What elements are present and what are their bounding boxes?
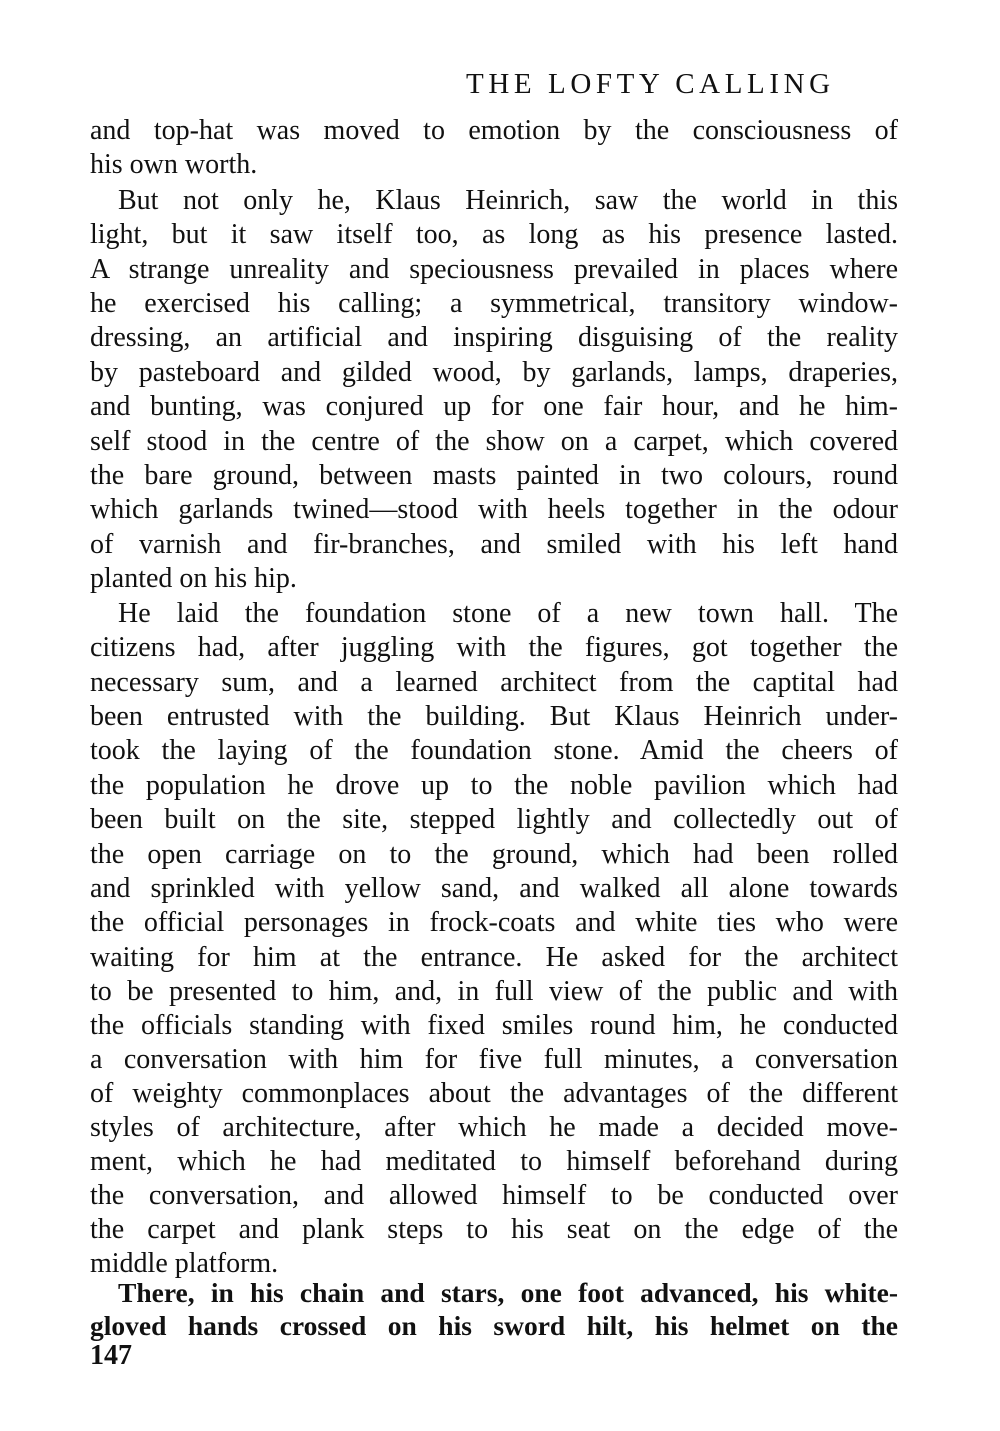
text-line: middle platform. xyxy=(90,1248,279,1279)
text-line: He laid the foundation stone of a new town hall. The xyxy=(118,598,898,629)
text-line: There, in his chain and stars, one foot advanced, his white- xyxy=(118,1277,898,1308)
text-line: which garlands twined—stood with heels together in the odour xyxy=(90,494,898,525)
text-line: to be presented to him, and, in full view of the public and with xyxy=(90,976,898,1007)
text-line: necessary sum, and a learned architect from the captital had xyxy=(90,667,898,698)
text-line: of varnish and fir-branches, and smiled with his left hand xyxy=(90,529,898,560)
text-line: dressing, an artificial and inspiring disguising of the reality xyxy=(90,322,898,353)
text-line: the conversation, and allowed himself to be conducted over xyxy=(90,1180,898,1211)
text-line: and top-hat was moved to emotion by the consciousness of xyxy=(90,115,898,146)
text-line: been entrusted with the building. But Klaus Heinrich under- xyxy=(90,701,898,732)
text-line: been built on the site, stepped lightly and collectedly out of xyxy=(90,804,898,835)
text-line: the official personages in frock-coats and white ties who were xyxy=(90,907,898,938)
page-number: 147 xyxy=(90,1340,132,1371)
text-line: planted on his hip. xyxy=(90,563,297,594)
text-line: light, but it saw itself too, as long as his presence lasted. xyxy=(90,219,898,250)
text-line: ment, which he had meditated to himself beforehand during xyxy=(90,1146,898,1177)
running-header: THE LOFTY CALLING xyxy=(466,68,835,100)
text-line: the open carriage on to the ground, which had been rolled xyxy=(90,839,898,870)
text-line: of weighty commonplaces about the advantages of the different xyxy=(90,1078,898,1109)
text-line: gloved hands crossed on his sword hilt, his helmet on the xyxy=(90,1310,898,1341)
text-line: the officials standing with fixed smiles round him, he conducted xyxy=(90,1010,898,1041)
text-line: he exercised his calling; a symmetrical, transitory window- xyxy=(90,288,898,319)
text-line: a conversation with him for five full minutes, a conversation xyxy=(90,1044,898,1075)
text-line: the carpet and plank steps to his seat on the edge of the xyxy=(90,1214,898,1245)
text-line: his own worth. xyxy=(90,149,258,180)
text-line: the population he drove up to the noble pavilion which had xyxy=(90,770,898,801)
text-line: and bunting, was conjured up for one fair hour, and he him- xyxy=(90,391,898,422)
text-line: But not only he, Klaus Heinrich, saw the world in this xyxy=(118,185,898,216)
text-line: the bare ground, between masts painted in two colours, round xyxy=(90,460,898,491)
text-line: citizens had, after juggling with the figures, got together the xyxy=(90,632,898,663)
text-line: and sprinkled with yellow sand, and walked all alone towards xyxy=(90,873,898,904)
text-line: A strange unreality and speciousness prevailed in places where xyxy=(90,254,898,285)
text-line: self stood in the centre of the show on a carpet, which covered xyxy=(90,426,898,457)
text-line: took the laying of the foundation stone. Amid the cheers of xyxy=(90,735,898,766)
text-line: waiting for him at the entrance. He asked for the architect xyxy=(90,942,898,973)
text-line: by pasteboard and gilded wood, by garlands, lamps, draperies, xyxy=(90,357,898,388)
text-line: styles of architecture, after which he made a decided move- xyxy=(90,1112,898,1143)
